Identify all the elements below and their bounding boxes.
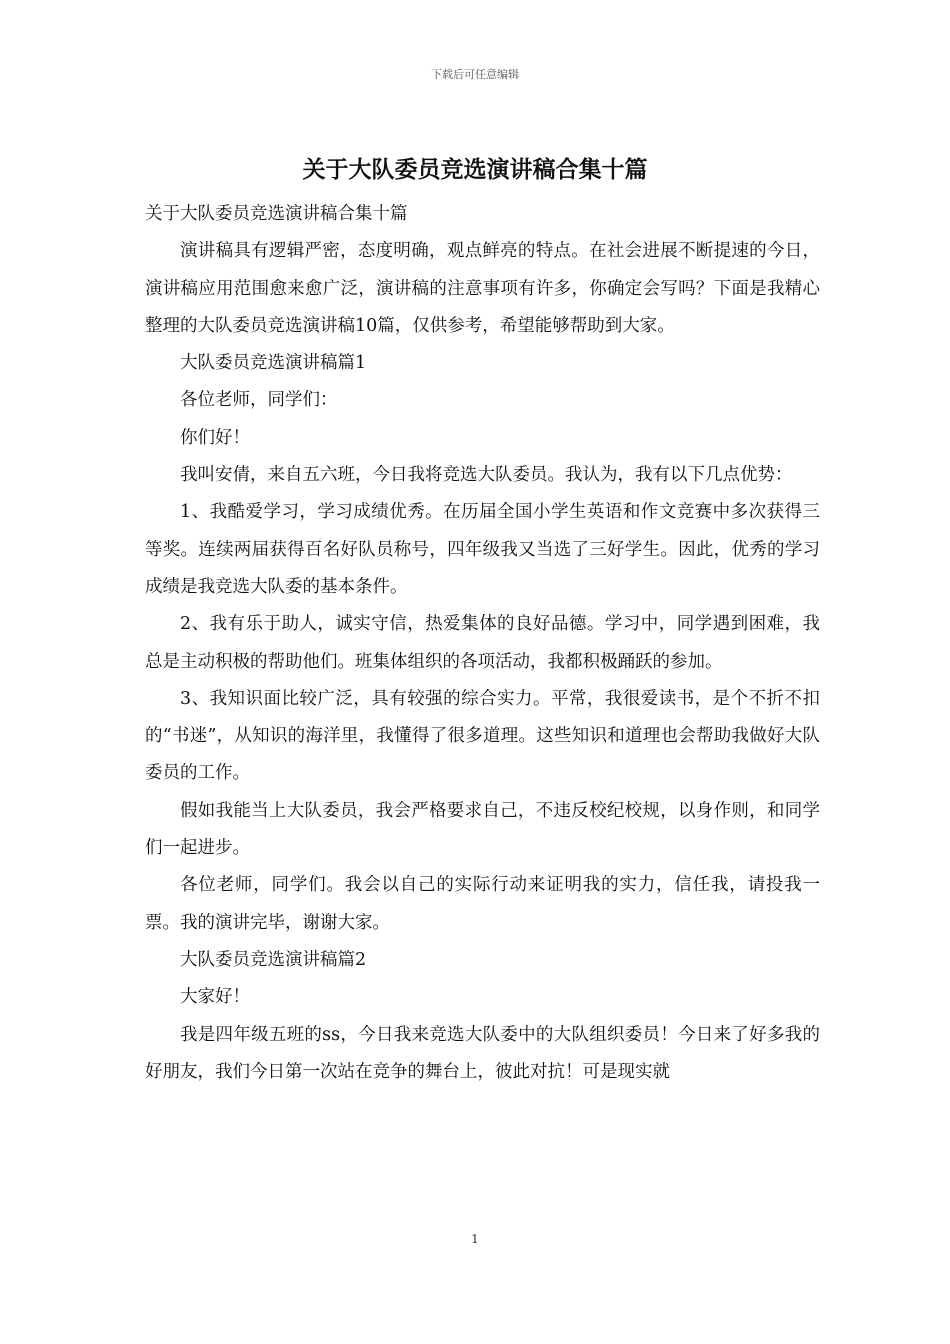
paragraph: 各位老师，同学们： bbox=[180, 390, 338, 411]
paragraph: 2、我有乐于助人，诚实守信，热爱集体的良好品德。学习中，同学遇到困难，我总是主动积极的帮助他们。班集体组织的各项活动，我都积极踊跃的参加。 bbox=[145, 614, 820, 672]
paragraph: 1、我酷爱学习，学习成绩优秀。在历届全国小学生英语和作文竞赛中多次获得三等奖。连续两届获得百名好队员称号，四年级我又当选了三好学生。因此，优秀的学习成绩是我竞选大队委的基本条件。 bbox=[145, 502, 820, 597]
paragraph: 假如我能当上大队委员，我会严格要求自己，不违反校纪校规，以身作则，和同学们一起进步。 bbox=[145, 800, 820, 859]
page-number: 1 bbox=[471, 1232, 479, 1246]
paragraph: 你们好！ bbox=[180, 427, 250, 448]
section-heading: 大队委员竞选演讲稿篇1 bbox=[180, 353, 367, 374]
section-heading: 大队委员竞选演讲稿篇2 bbox=[180, 949, 367, 970]
header-note: 下载后可任意编辑 bbox=[431, 68, 519, 81]
paragraph: 演讲稿具有逻辑严密，态度明确，观点鲜亮的特点。在社会进展不断提速的今日，演讲稿应用范围愈来愈广泛，演讲稿的注意事项有许多，你确定会写吗？下面是我精心整理的大队委员竞选演讲稿10篇，仅供参考，希望能够帮助到大家。 bbox=[145, 241, 820, 336]
document-title: 关于大队委员竞选演讲稿合集十篇 bbox=[302, 156, 648, 183]
paragraph: 关于大队委员竞选演讲稿合集十篇 bbox=[145, 204, 408, 224]
paragraph: 各位老师，同学们。我会以自己的实际行动来证明我的实力，信任我，请投我一票。我的演讲完毕，谢谢大家。 bbox=[145, 875, 820, 933]
paragraph: 我叫安倩，来自五六班，今日我将竞选大队委员。我认为，我有以下几点优势： bbox=[180, 465, 793, 486]
paragraph: 我是四年级五班的ss，今日我来竞选大队委中的大队组织委员！今日来了好多我的好朋友，我们今日第一次站在竞争的舞台上，彼此对抗！可是现实就 bbox=[145, 1024, 820, 1082]
document-body bbox=[145, 196, 820, 1091]
paragraph: 大家好！ bbox=[180, 987, 250, 1008]
paragraph: 3、我知识面比较广泛，具有较强的综合实力。平常，我很爱读书，是个不折不扣的“书迷”，从知识的海洋里，我懂得了很多道理。这些知识和道理也会帮助我做好大队委员的工作。 bbox=[145, 688, 820, 784]
